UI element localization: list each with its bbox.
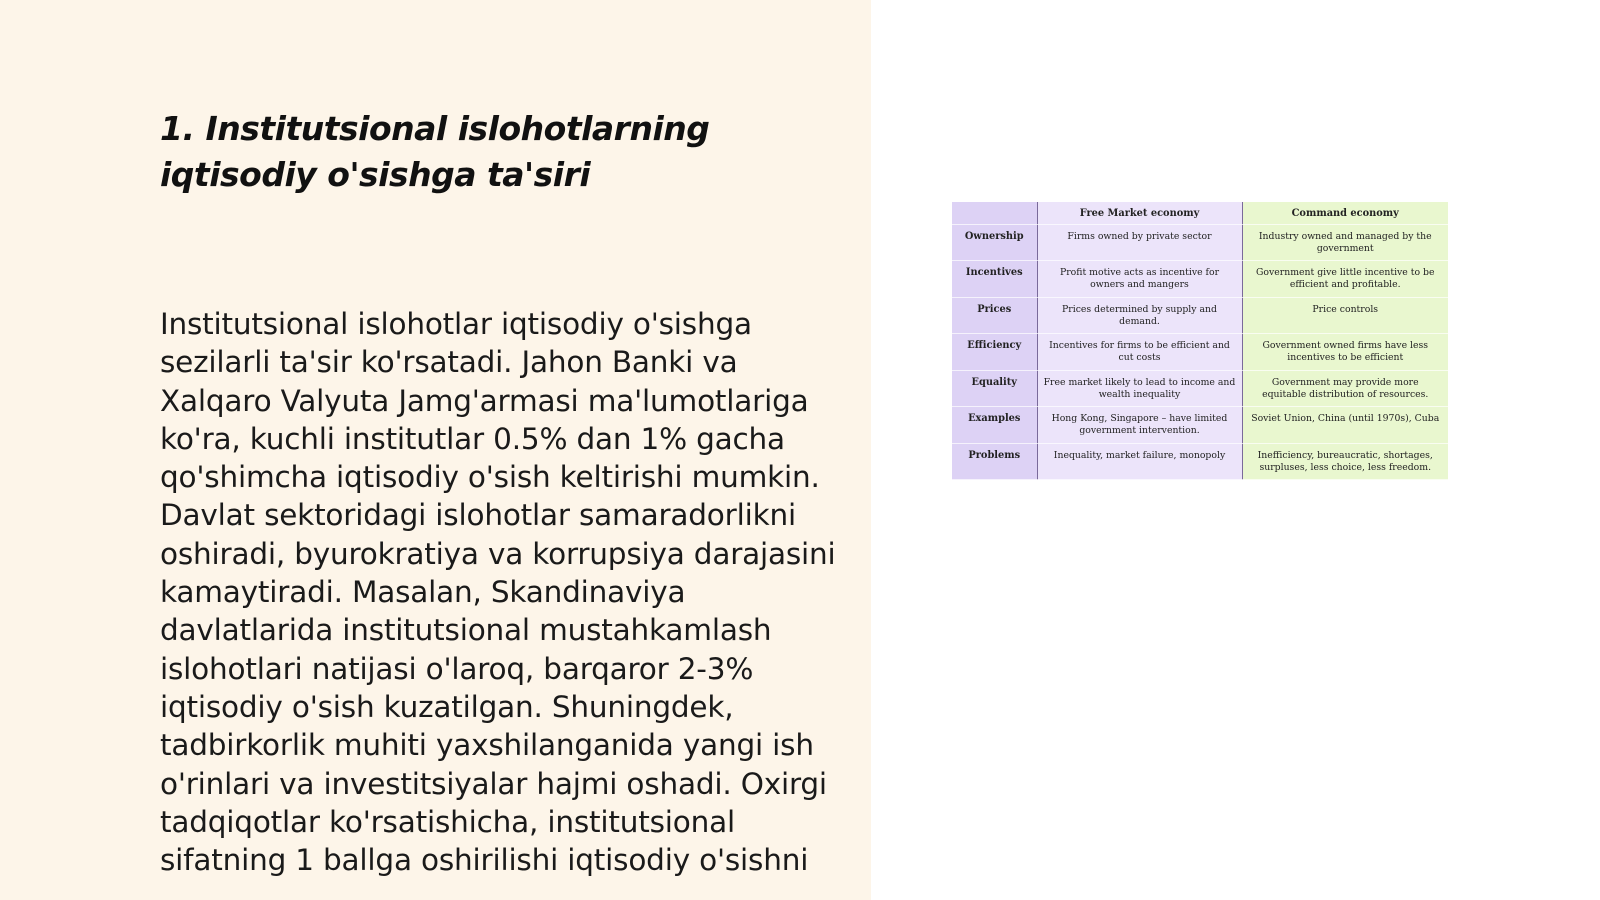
command-economy-header: Command economy <box>1242 202 1448 225</box>
command-economy-cell: Government owned firms have less incentives to be efficient <box>1242 334 1448 370</box>
table-header-row <box>952 202 1448 225</box>
command-economy-cell: Soviet Union, China (until 1970s), Cuba <box>1242 407 1448 443</box>
row-label-prices: Prices <box>952 297 1037 333</box>
table-row <box>952 370 1448 406</box>
table-row <box>952 225 1448 261</box>
comparison-table-image <box>952 202 1448 480</box>
free-market-header: Free Market economy <box>1037 202 1242 225</box>
row-label-incentives: Incentives <box>952 261 1037 297</box>
slide-title: 1. Institutsional islohotlarning iqtisodiy o'sishga ta'siri <box>160 109 710 194</box>
table-row <box>952 407 1448 443</box>
free-market-cell: Incentives for firms to be efficient and cut costs <box>1037 334 1242 370</box>
free-market-cell: Prices determined by supply and demand. <box>1037 297 1242 333</box>
free-market-cell: Profit motive acts as incentive for owners and mangers <box>1037 261 1242 297</box>
free-market-cell: Inequality, market failure, monopoly <box>1037 443 1242 479</box>
command-economy-cell: Government may provide more equitable distribution of resources. <box>1242 370 1448 406</box>
table-row <box>952 261 1448 297</box>
command-economy-cell: Industry owned and managed by the government <box>1242 225 1448 261</box>
table-row <box>952 334 1448 370</box>
free-market-cell: Firms owned by private sector <box>1037 225 1242 261</box>
table-row <box>952 297 1448 333</box>
free-market-cell: Free market likely to lead to income and wealth inequality <box>1037 370 1242 406</box>
slide-body-text: Institutsional islohotlar iqtisodiy o'sishga sezilarli ta'sir ko'rsatadi. Jahon Banki va Xalqaro Valyuta Jamg'armasi ma'lumotlariga ko'ra, kuchli institutlar 0.5% dan 1% gacha qo'shimcha iqtisodiy o'sish keltirishi mumkin. Davlat sektoridagi islohotlar samaradorlikni oshiradi, byurokratiya va korrupsiya darajasini kamaytiradi. Masalan, Skandinaviya davlatlarida institutsional mustahkamlash islohotlari natijasi o'laroq, barqaror 2-3% iqtisodiy o'sish kuzatilgan. Shuningdek, tadbirkorlik muhiti yaxshilanganida yangi ish o'rinlari va investitsiyalar hajmi oshadi. Oxirgi tadqiqotlar ko'rsatishicha, institutsional sifatning 1 ballga oshirilishi iqtisodiy o'sishni <box>160 307 836 878</box>
command-economy-cell: Price controls <box>1242 297 1448 333</box>
row-label-problems: Problems <box>952 443 1037 479</box>
free-market-cell: Hong Kong, Singapore – have limited government intervention. <box>1037 407 1242 443</box>
row-label-ownership: Ownership <box>952 225 1037 261</box>
comparison-table <box>952 202 1448 480</box>
table-corner-cell <box>952 202 1037 225</box>
table-row <box>952 443 1448 479</box>
command-economy-cell: Inefficiency, bureaucratic, shortages, surpluses, less choice, less freedom. <box>1242 443 1448 479</box>
row-label-equality: Equality <box>952 370 1037 406</box>
command-economy-cell: Government give little incentive to be efficient and profitable. <box>1242 261 1448 297</box>
row-label-examples: Examples <box>952 407 1037 443</box>
row-label-efficiency: Efficiency <box>952 334 1037 370</box>
